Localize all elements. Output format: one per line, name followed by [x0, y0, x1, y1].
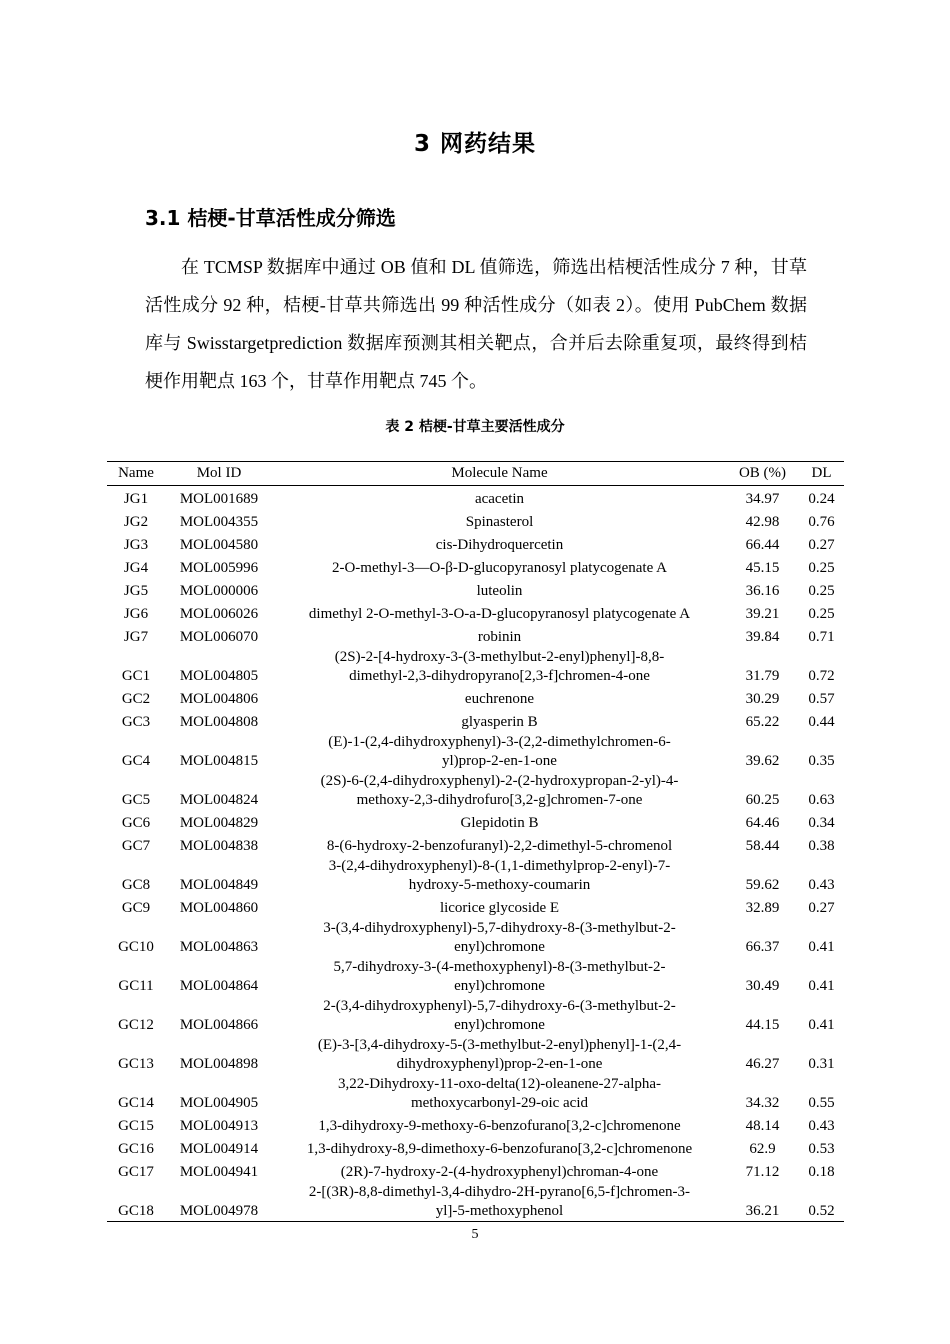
molecule-name-line: licorice glycoside E — [439, 900, 560, 916]
table-row — [107, 1159, 844, 1182]
table-row — [107, 1074, 844, 1113]
cell-mol-id: MOL004815 — [179, 753, 259, 769]
cell-ob: 31.79 — [745, 668, 780, 684]
table-row — [107, 601, 844, 624]
cell-mol-id: MOL004913 — [179, 1118, 259, 1134]
cell-mol-id: MOL004824 — [179, 792, 259, 808]
cell-dl: 0.55 — [808, 1095, 835, 1111]
cell-dl: 0.31 — [808, 1056, 835, 1072]
cell-dl: 0.43 — [808, 1118, 835, 1134]
cell-name: JG6 — [123, 606, 149, 622]
cell-dl: 0.76 — [808, 514, 835, 530]
cell-mol-id: MOL004808 — [179, 714, 259, 730]
cell-mol-id: MOL004849 — [179, 877, 259, 893]
molecule-name-line: (E)-3-[3,4-dihydroxy-5-(3-methylbut-2-enyl)phenyl]-1-(2,4- — [317, 1037, 682, 1053]
molecule-name-line: 3-(3,4-dihydroxyphenyl)-5,7-dihydroxy-8-(3-methylbut-2- — [323, 920, 676, 936]
cell-name: GC9 — [121, 900, 151, 916]
cell-name: GC7 — [121, 838, 151, 854]
molecule-name-line: dimethyl-2,3-dihydropyrano[2,3-f]chromen-4-one — [349, 668, 650, 684]
molecule-name-line: 5,7-dihydroxy-3-(4-methoxyphenyl)-8-(3-methylbut-2- — [333, 959, 666, 975]
cell-ob: 30.29 — [745, 691, 780, 707]
cell-molecule-name — [273, 532, 726, 555]
cell-name: JG7 — [123, 629, 149, 645]
table-row — [107, 732, 844, 771]
cell-ob: 32.89 — [745, 900, 780, 916]
molecule-name-line: acacetin — [474, 491, 525, 507]
table-row — [107, 1113, 844, 1136]
table-row — [107, 647, 844, 686]
cell-ob: 60.25 — [745, 792, 780, 808]
cell-mol-id: MOL004355 — [179, 514, 259, 530]
table-row — [107, 1035, 844, 1074]
cell-mol-id: MOL004863 — [179, 939, 259, 955]
page-number: 5 — [471, 1227, 479, 1242]
cell-name: JG4 — [123, 560, 149, 576]
header-ob: OB (%) — [726, 462, 799, 486]
cell-mol-id: MOL004860 — [179, 900, 259, 916]
table-row — [107, 810, 844, 833]
molecule-name-line: 2-(3,4-dihydroxyphenyl)-5,7-dihydroxy-6-(3-methylbut-2- — [323, 998, 676, 1014]
cell-dl: 0.18 — [808, 1164, 835, 1180]
cell-dl: 0.43 — [808, 877, 835, 893]
molecule-name-line: methoxy-2,3-dihydrofuro[3,2-g]chromen-7-one — [356, 792, 643, 808]
cell-name: GC12 — [118, 1017, 154, 1033]
cell-name: GC2 — [121, 691, 151, 707]
table-body — [107, 486, 844, 1222]
cell-mol-id: MOL004866 — [179, 1017, 259, 1033]
cell-molecule-name — [273, 1035, 726, 1074]
header-dl: DL — [799, 462, 844, 486]
cell-ob: 36.16 — [745, 583, 780, 599]
cell-molecule-name — [273, 833, 726, 856]
cell-molecule-name — [273, 810, 726, 833]
molecule-name-line: (E)-1-(2,4-dihydroxyphenyl)-3-(2,2-dimethylchromen-6- — [328, 734, 671, 750]
cell-molecule-name — [273, 918, 726, 957]
molecule-name-line: robinin — [477, 629, 522, 645]
cell-ob: 36.21 — [726, 1182, 799, 1222]
table-row — [107, 1136, 844, 1159]
cell-molecule-name — [273, 732, 726, 771]
cell-ob: 45.15 — [745, 560, 780, 576]
cell-ob: 64.46 — [745, 815, 780, 831]
cell-name: GC18 — [107, 1182, 165, 1222]
molecule-name-line: 8-(6-hydroxy-2-benzofuranyl)-2,2-dimethyl-5-chromenol — [326, 838, 673, 854]
cell-name: JG5 — [123, 583, 149, 599]
cell-dl: 0.41 — [808, 939, 835, 955]
cell-name: GC14 — [118, 1095, 154, 1111]
molecule-name-line: yl)prop-2-en-1-one — [442, 753, 557, 769]
molecule-name-line: hydroxy-5-methoxy-coumarin — [408, 877, 591, 893]
cell-ob: 34.97 — [745, 491, 780, 507]
table-row — [107, 856, 844, 895]
molecule-name-line: 3,22-Dihydroxy-11-oxo-delta(12)-oleanene-27-alpha- — [337, 1076, 662, 1092]
cell-dl: 0.71 — [808, 629, 835, 645]
molecule-name-line: 2-[(3R)-8,8-dimethyl-3,4-dihydro-2H-pyrano[6,5-f]chromen-3- — [308, 1184, 691, 1200]
cell-ob: 34.32 — [745, 1095, 780, 1111]
cell-molecule-name — [273, 856, 726, 895]
cell-name: GC5 — [121, 792, 151, 808]
cell-dl: 0.52 — [799, 1182, 844, 1222]
cell-name: GC1 — [121, 668, 151, 684]
cell-ob: 39.21 — [745, 606, 780, 622]
cell-dl: 0.25 — [808, 606, 835, 622]
cell-mol-id: MOL004580 — [179, 537, 259, 553]
cell-molecule-name — [273, 555, 726, 578]
molecule-name-line: 1,3-dihydroxy-9-methoxy-6-benzofurano[3,2-c]chromenone — [318, 1118, 681, 1134]
chapter-title: 3 网药结果 — [413, 131, 536, 157]
cell-mol-id: MOL000006 — [179, 583, 259, 599]
cell-molecule-name — [273, 771, 726, 810]
cell-ob: 30.49 — [745, 978, 780, 994]
molecule-name-line: (2S)-2-[4-hydroxy-3-(3-methylbut-2-enyl)phenyl]-8,8- — [334, 649, 665, 665]
table-row — [107, 918, 844, 957]
cell-molecule-name — [273, 1113, 726, 1136]
header-name: Name — [107, 462, 165, 486]
cell-mol-id: MOL004898 — [179, 1056, 259, 1072]
molecule-name-line: euchrenone — [464, 691, 535, 707]
cell-molecule-name — [273, 686, 726, 709]
cell-molecule-name — [273, 647, 726, 686]
cell-dl: 0.63 — [808, 792, 835, 808]
table-row — [107, 957, 844, 996]
cell-dl: 0.57 — [808, 691, 835, 707]
table-row — [107, 996, 844, 1035]
cell-mol-id: MOL004829 — [179, 815, 259, 831]
cell-mol-id: MOL006026 — [179, 606, 259, 622]
cell-ob: 65.22 — [745, 714, 780, 730]
cell-mol-id: MOL005996 — [179, 560, 259, 576]
cell-mol-id: MOL001689 — [179, 491, 259, 507]
cell-name: JG2 — [123, 514, 149, 530]
cell-name: GC17 — [118, 1164, 154, 1180]
cell-molecule-name — [273, 509, 726, 532]
cell-ob: 62.9 — [749, 1141, 776, 1157]
table-row — [107, 895, 844, 918]
molecule-name-line: 2-O-methyl-3—O-β-D-glucopyranosyl platycogenate A — [331, 560, 668, 576]
cell-molecule-name — [273, 996, 726, 1035]
table-row — [107, 1182, 844, 1222]
cell-dl: 0.35 — [808, 753, 835, 769]
cell-molecule-name — [273, 1136, 726, 1159]
table-row — [107, 486, 844, 510]
molecule-name-line: 1,3-dihydroxy-8,9-dimethoxy-6-benzofurano[3,2-c]chromenone — [306, 1141, 693, 1157]
molecule-name-line: enyl)chromone — [454, 1017, 545, 1033]
molecule-name-line: cis-Dihydroquercetin — [435, 537, 564, 553]
cell-mol-id: MOL004941 — [179, 1164, 259, 1180]
cell-mol-id: MOL004864 — [179, 978, 259, 994]
cell-ob: 39.62 — [745, 753, 780, 769]
table-row — [107, 686, 844, 709]
cell-dl: 0.27 — [808, 537, 835, 553]
table-row — [107, 555, 844, 578]
table-row — [107, 624, 844, 647]
table-row — [107, 532, 844, 555]
header-mol-id: Mol ID — [165, 462, 273, 486]
cell-name: GC8 — [121, 877, 151, 893]
cell-dl: 0.27 — [808, 900, 835, 916]
body-paragraph: 在 TCMSP 数据库中通过 OB 值和 DL 值筛选，筛选出桔梗活性成分 7 种，甘草活性成分 92 种，桔梗-甘草共筛选出 99 种活性成分（如表 2）。使用 PubChem 数据库与 Swisstargetprediction 数据库预测其相关靶点，合并后去除重复项，最终得到桔梗作用靶点 163 个，甘草作用靶点 745 个。 — [145, 257, 807, 391]
table-caption: 表 2 桔梗-甘草主要活性成分 — [385, 419, 565, 435]
molecule-name-line: dihydroxyphenyl)prop-2-en-1-one — [396, 1056, 603, 1072]
cell-dl: 0.24 — [808, 491, 835, 507]
cell-name: GC4 — [121, 753, 151, 769]
cell-ob: 42.98 — [745, 514, 780, 530]
section-title: 3.1 桔梗-甘草活性成分筛选 — [145, 206, 396, 230]
cell-dl: 0.44 — [808, 714, 835, 730]
cell-ob: 39.84 — [745, 629, 780, 645]
cell-dl: 0.53 — [808, 1141, 835, 1157]
cell-mol-id: MOL004978 — [165, 1182, 273, 1222]
table-row — [107, 833, 844, 856]
cell-dl: 0.41 — [808, 1017, 835, 1033]
cell-mol-id: MOL006070 — [179, 629, 259, 645]
cell-name: GC16 — [118, 1141, 154, 1157]
cell-name: GC6 — [121, 815, 151, 831]
molecule-name-line: Spinasterol — [465, 514, 534, 530]
molecule-name-line: enyl)chromone — [454, 978, 545, 994]
molecule-name-line: methoxycarbonyl-29-oic acid — [410, 1095, 589, 1111]
cell-ob: 59.62 — [745, 877, 780, 893]
cell-ob: 71.12 — [745, 1164, 780, 1180]
cell-dl: 0.72 — [808, 668, 835, 684]
cell-mol-id: MOL004905 — [179, 1095, 259, 1111]
molecule-name-line: enyl)chromone — [454, 939, 545, 955]
cell-ob: 48.14 — [745, 1118, 780, 1134]
cell-ob: 44.15 — [745, 1017, 780, 1033]
molecule-name-line: 3-(2,4-dihydroxyphenyl)-8-(1,1-dimethylprop-2-enyl)-7- — [328, 858, 671, 874]
cell-molecule-name — [273, 709, 726, 732]
table-row — [107, 578, 844, 601]
cell-dl: 0.34 — [808, 815, 835, 831]
cell-dl: 0.38 — [808, 838, 835, 854]
molecule-name-line: yl]-5-methoxyphenol — [435, 1203, 564, 1219]
molecule-name-line: (2S)-6-(2,4-dihydroxyphenyl)-2-(2-hydroxypropan-2-yl)-4- — [320, 773, 679, 789]
cell-name: JG1 — [123, 491, 149, 507]
cell-mol-id: MOL004806 — [179, 691, 259, 707]
table-row — [107, 509, 844, 532]
cell-name: GC15 — [118, 1118, 154, 1134]
molecule-name-line: dimethyl 2-O-methyl-3-O-a-D-glucopyranosyl platycogenate A — [308, 606, 691, 622]
cell-molecule-name — [273, 1182, 726, 1222]
cell-ob: 46.27 — [745, 1056, 780, 1072]
table-header-row — [107, 462, 844, 486]
table-row — [107, 709, 844, 732]
cell-ob: 66.37 — [745, 939, 780, 955]
active-components-table — [107, 461, 844, 1222]
cell-mol-id: MOL004838 — [179, 838, 259, 854]
cell-molecule-name — [273, 486, 726, 510]
cell-name: GC10 — [118, 939, 154, 955]
cell-mol-id: MOL004914 — [179, 1141, 259, 1157]
cell-mol-id: MOL004805 — [179, 668, 259, 684]
cell-name: GC13 — [118, 1056, 154, 1072]
cell-molecule-name — [273, 895, 726, 918]
molecule-name-line: glyasperin B — [461, 714, 538, 730]
cell-ob: 66.44 — [745, 537, 780, 553]
header-molecule-name: Molecule Name — [273, 462, 726, 486]
cell-molecule-name — [273, 601, 726, 624]
cell-molecule-name — [273, 578, 726, 601]
cell-ob: 58.44 — [745, 838, 780, 854]
molecule-name-line: luteolin — [476, 583, 523, 599]
cell-dl: 0.41 — [808, 978, 835, 994]
cell-molecule-name — [273, 1159, 726, 1182]
molecule-name-line: Glepidotin B — [460, 815, 539, 831]
cell-molecule-name — [273, 1074, 726, 1113]
cell-dl: 0.25 — [808, 560, 835, 576]
cell-name: JG3 — [123, 537, 149, 553]
cell-molecule-name — [273, 624, 726, 647]
cell-dl: 0.25 — [808, 583, 835, 599]
table-row — [107, 771, 844, 810]
molecule-name-line: (2R)-7-hydroxy-2-(4-hydroxyphenyl)chroman-4-one — [340, 1164, 659, 1180]
cell-molecule-name — [273, 957, 726, 996]
cell-name: GC3 — [121, 714, 151, 730]
cell-name: GC11 — [118, 978, 154, 994]
